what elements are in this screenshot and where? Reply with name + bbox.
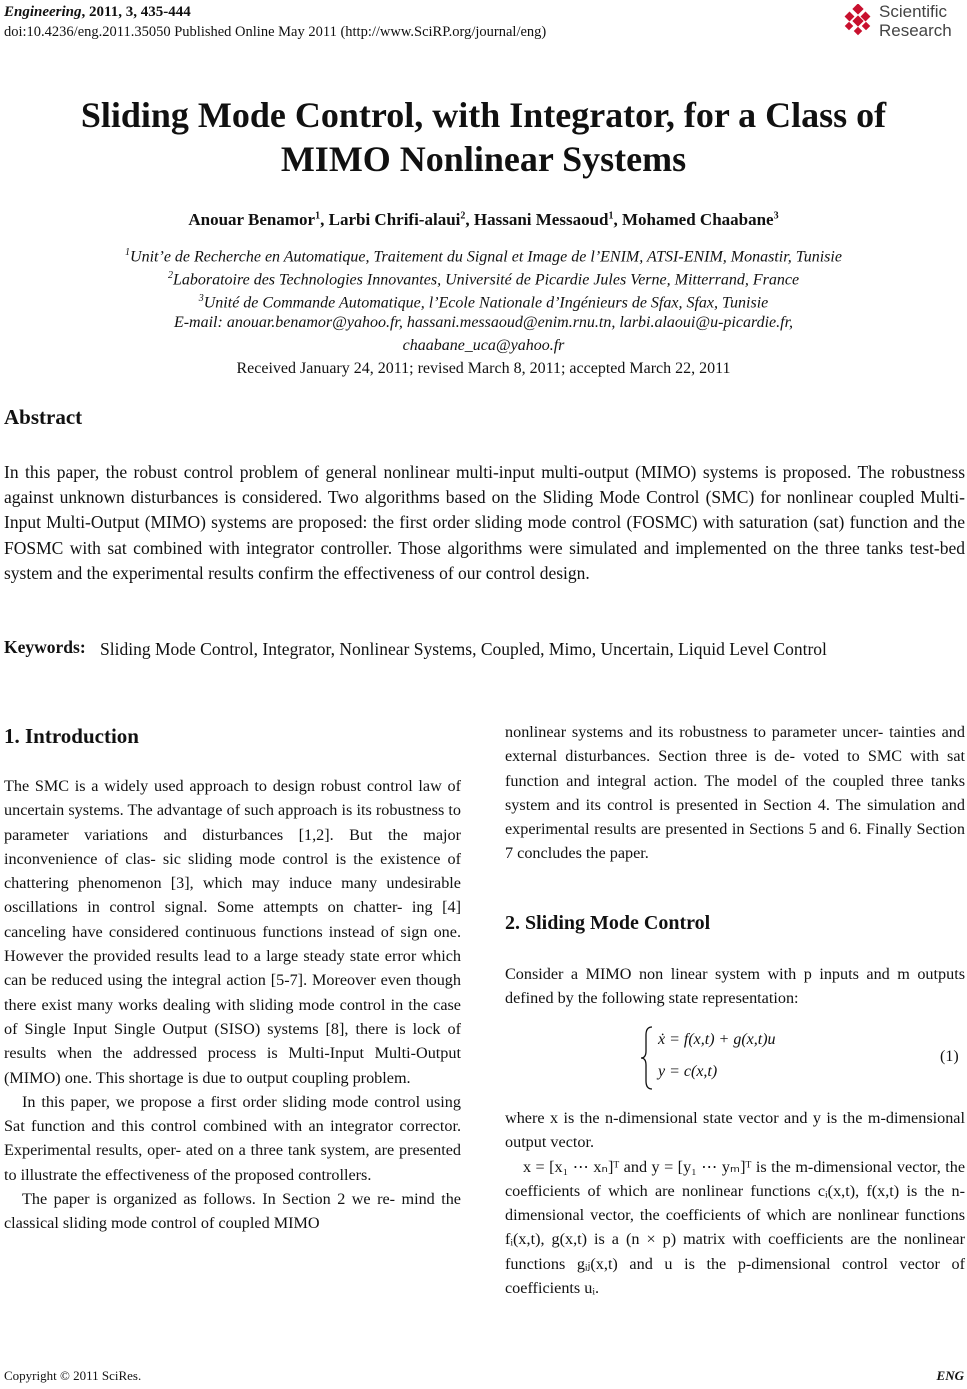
paragraph: Consider a MIMO non linear system with p inputs and m outputs defined by the following state representation: [505, 965, 965, 1008]
author: Anouar Benamor [188, 210, 316, 229]
author-list: Anouar Benamor$^1$, Larbi Chrifi-alaui$^2$, Hassani Messaoud$^1$, Mohamed Chaabane$^3$ [188, 210, 779, 229]
author: Hassani Messaoud [473, 210, 609, 229]
journal-name: Engineering [4, 4, 82, 20]
paragraph: In this paper, we propose a first order sliding mode control using Sat function and this control combined with an integrator corrector. Experimental results, oper- ated on a three tank system, are presented to illustrate the effectiveness of the proposed controllers. [4, 1092, 461, 1184]
section-heading-introduction: 1. Introduction [4, 724, 139, 748]
abstract-body: In this paper, the robust control problem of general nonlinear multi-input multi-output (MIMO) systems is proposed. The robustness against unknown disturbances is considered. Two algorithms based on the Sliding Mode Control (SMC) for nonlinear coupled Multi-Input Multi-Output (MIMO) systems are proposed: the first order sliding mode control (FOSMC) with saturation (sat) function and the FOSMC with sat combined with integrator controller. Those algorithms were simulated and implemented on the three tanks test-bed system and the experimental results confirm the effectiveness of our control design. [4, 462, 965, 583]
author: Larbi Chrifi-alaui [328, 210, 461, 229]
journal-abbrev: ENG [936, 1368, 964, 1383]
paragraph: x = [x₁ ⋯ xₙ]ᵀ and y = [y₁ ⋯ yₘ]ᵀ is the m-dimensional vector, the coefficients of which are nonlinear functions cᵢ(x,t), f(x,t) is the n-dimensional vector, the coefficients of which are nonlinear functions fᵢ(x,t), g(x,t) is a (n × p) matrix with coefficients are the nonlinear functions gᵢⱼ(x,t) and u is the p-dimensional control vector of coefficients uᵢ. [505, 1157, 965, 1298]
paragraph: where x is the n-dimensional state vector and y is the m-dimensional output vector. [505, 1109, 965, 1152]
paper-title [0, 93, 967, 181]
affiliation: $^2$Laboratoire des Technologies Innovantes, Université de Picardie Jules Verne, Mitterrand, France [167, 270, 800, 289]
right-column-top [505, 720, 965, 866]
received-dates: Received January 24, 2011; revised March 8, 2011; accepted March 22, 2011 [236, 360, 731, 377]
equation-1 [640, 1025, 960, 1091]
equation-number: (1) [940, 1048, 959, 1065]
brace-icon [640, 1025, 654, 1091]
section-heading-smc: 2. Sliding Mode Control [505, 912, 711, 934]
logo-text-1: Scientific [879, 2, 948, 21]
copyright: Copyright © 2011 SciRes. [4, 1368, 142, 1383]
left-column [4, 774, 461, 1236]
title-line-1: Sliding Mode Control, with Integrator, for a Class of [80, 95, 887, 135]
equation-line: y = c(x,t) [658, 1063, 718, 1080]
page-footer [4, 1368, 964, 1384]
paragraph: The paper is organized as follows. In Section 2 we re- mind the classical sliding mode control of coupled MIMO [4, 1190, 461, 1233]
right-column-bottom [505, 1106, 965, 1300]
keywords-text: Sliding Mode Control, Integrator, Nonlinear Systems, Coupled, Mimo, Uncertain, Liquid Level Control [100, 639, 827, 659]
email-line: chaabane_uca@yahoo.fr [402, 337, 565, 354]
email-line: E-mail: anouar.benamor@yahoo.fr, hassani.messaoud@enim.rnu.tn, larbi.alaoui@u-picardie.fr, [173, 314, 794, 331]
equation-line: ẋ = f(x,t) + g(x,t)u [658, 1031, 776, 1048]
logo-text-2: Research [879, 21, 952, 40]
affiliation: $^3$Unité de Commande Automatique, l’Ecole Nationale d’Ingénieurs de Sfax, Sfax, Tunisie [198, 293, 769, 312]
affiliation: $^1$Unit’e de Recherche en Automatique, Traitement du Signal et Image de l’ENIM, ATSI-ENIM, Monastir, Tunisie [125, 247, 842, 266]
doi-line: doi:10.4236/eng.2011.35050 Published Online May 2011 (http://www.SciRP.org/journal/eng) [4, 24, 547, 40]
publisher-logo [841, 2, 961, 44]
keywords-label: Keywords: [4, 637, 86, 657]
paragraph: The SMC is a widely used approach to design robust control law of uncertain systems. The advantage of such approach is its robustness to parameter variations and disturbances [1,2]. But the major inconvenience of clas- sic sliding mode control is the existence of chattering phenomenon [3], which may induce many undesirable oscillations in control signal. Some attempts on chatter- ing [4] canceling have considered continuous functions instead of sign one. However the provided results lead to a large steady state error which can be reduced using the integral action [5-7]. Moreover even though there exist many works dealing with sliding mode control in the case of Single Input Single Output (SISO) systems [8], there is lock of results when the addressed process is Multi-Input Multi-Output (MIMO) one. This shortage is due to output coupling problem. [4, 777, 461, 1087]
abstract-heading: Abstract [4, 405, 83, 429]
publisher-logo-icon [841, 4, 875, 38]
author: Mohamed Chaabane [622, 210, 774, 229]
journal-citation: , 2011, 3, 435-444 [81, 4, 191, 20]
paragraph: nonlinear systems and its robustness to parameter uncer- tainties and external disturbances. Section three is de- voted to SMC with sat function and integral action. The model of the coupled three tanks system and its control is presented in Section 4. The simulation and experimental results are presented in Sections 5 and 6. Finally Section 7 concludes the paper. [505, 723, 965, 863]
title-line-2: MIMO Nonlinear Systems [280, 139, 687, 179]
journal-header [4, 2, 546, 42]
